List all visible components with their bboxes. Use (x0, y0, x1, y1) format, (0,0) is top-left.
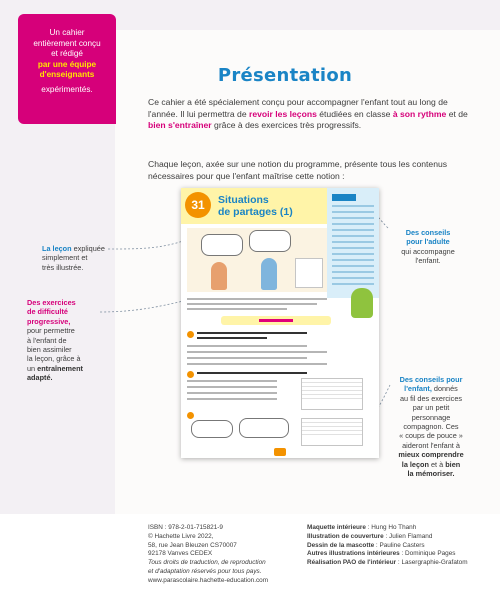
text-line (332, 259, 374, 261)
multiplication-table (301, 418, 363, 446)
callout-highlight: par une équipe (37, 59, 97, 69)
annotation-text: compagnon. Ces (403, 422, 459, 432)
annotation-text: très illustrée. (42, 262, 84, 272)
annotation-highlight: La leçon (42, 244, 72, 253)
text-line (187, 386, 277, 388)
sample-lesson-page (181, 188, 379, 458)
annotation-text: et à (428, 459, 446, 469)
advice-label (332, 194, 356, 201)
annotation-text: l'enfant. (415, 256, 441, 266)
credit-line (307, 559, 468, 568)
credit-line: © Hachette Livre 2022, (148, 532, 214, 540)
annotation-text: qui accompagne (401, 246, 455, 256)
intro-paragraph-2: Chaque leçon, axée sur une notion du programme, présente tous les contenus nécessaires pour que l'enfant maîtrise cette notion : (148, 159, 448, 181)
lesson-title (218, 194, 293, 218)
credit-line: et d'adaptation réservés pour tous pays. (148, 567, 262, 575)
lesson-number: 31 (185, 192, 211, 218)
annotation-highlight: Des conseils pour (399, 375, 463, 384)
text-line (197, 372, 307, 374)
text-line (332, 211, 374, 213)
credit-line: Tous droits de traduction, de reproduction (148, 559, 266, 567)
annotation-emphasis: la mémoriser. (407, 469, 455, 479)
exercise-marker (187, 412, 194, 419)
credit-person: : Lasergraphie-Grafatom (396, 559, 468, 567)
credits-contributors (307, 524, 468, 568)
speech-bubble (249, 230, 291, 252)
credit-role: Autres illustrations intérieures (307, 550, 400, 558)
text-line (187, 363, 327, 365)
multiplication-table (301, 378, 363, 410)
callout-line: Un cahier (49, 28, 85, 37)
text-line (332, 271, 374, 273)
text-line (332, 235, 374, 237)
annotation-highlight: l'enfant, (404, 384, 432, 394)
speech-bubble (239, 418, 289, 438)
credit-role: Maquette intérieure (307, 524, 366, 531)
intro-text: étudiées en classe (316, 108, 393, 119)
lesson-illustration (187, 228, 327, 292)
intro-text: Ce cahier a été spécialement conçu pour accompagner l'enfant tout au long de l'année. Il lui permettra de (148, 97, 448, 119)
credits-publisher (148, 524, 268, 586)
exercise-banner (221, 316, 331, 325)
annotation-text: au fil des exercices (399, 393, 463, 403)
annotation-emphasis: entraînement (37, 363, 83, 373)
credit-line: 92178 Vanves CEDEX (148, 550, 213, 558)
page-number (274, 448, 286, 456)
text-line (332, 241, 374, 243)
calc-box (295, 258, 323, 288)
credit-line (307, 542, 468, 551)
intro-paragraph-1 (148, 97, 478, 132)
credit-person: : Pauline Casters (374, 541, 425, 549)
annotation-text: personnage (411, 412, 451, 422)
text-line (332, 217, 374, 219)
annotation-highlight: pour l'adulte (406, 237, 450, 247)
credit-role: Illustration de couverture (307, 532, 384, 540)
intro-text: grâce à des exercices très progressifs. (211, 120, 362, 131)
child-figure (211, 262, 227, 290)
page-title: Présentation (217, 65, 353, 86)
intro-highlight: revoir les leçons (249, 108, 317, 119)
publisher-url[interactable]: www.parascolaire.hachette-education.com (148, 576, 269, 584)
text-line (187, 308, 287, 310)
credit-role: Réalisation PAO de l'intérieur (307, 559, 397, 567)
text-line (197, 332, 307, 334)
callout-line: entièrement conçu (33, 38, 101, 48)
annotation-text: donnés (431, 384, 458, 394)
annotation-exercises (27, 298, 105, 383)
annotation-lesson (42, 244, 112, 272)
credit-person: : Julien Flamand (383, 532, 433, 540)
text-line (187, 303, 317, 305)
annotation-highlight: progressive, (27, 316, 71, 326)
credit-line (307, 550, 468, 559)
annotation-text: un (27, 363, 38, 373)
annotation-text: à l'enfant de (27, 335, 67, 345)
annotation-adult (388, 228, 468, 266)
text-line (197, 337, 267, 339)
text-line (187, 351, 327, 353)
exercise-marker (187, 371, 194, 378)
text-line (332, 223, 374, 225)
speech-bubble (201, 234, 243, 256)
annotation-text: simplement et (42, 253, 88, 263)
callout-highlight: d'enseignants (39, 70, 95, 80)
credit-line: ISBN : 978-2-01-715821-9 (148, 524, 223, 531)
mascot-figure (351, 288, 373, 318)
text-line (332, 277, 374, 279)
annotation-text: bien assimiler (27, 345, 72, 355)
annotation-text: aideront l'enfant à (402, 440, 460, 450)
annotation-text: la leçon, grâce à (27, 354, 81, 364)
text-line (187, 298, 327, 300)
credit-line (307, 524, 468, 533)
credit-line: 58, rue Jean Bleuzen CS70007 (148, 541, 237, 549)
text-line (332, 229, 374, 231)
exercise-marker (187, 331, 194, 338)
intro-highlight: bien s'entraîner (148, 120, 212, 131)
lesson-title-line: de partages (1) (218, 206, 293, 218)
annotation-emphasis: bien (445, 459, 461, 469)
text-line (187, 392, 277, 394)
callout-line: expérimentés. (41, 84, 93, 94)
credit-person: : Dominique Pages (399, 550, 456, 558)
annotation-highlight: Des exercices (27, 298, 76, 307)
annotation-text: par un petit (412, 403, 450, 413)
annotation-highlight: de difficulté (27, 307, 68, 317)
credit-role: Dessin de la mascotte (307, 541, 375, 549)
speech-bubble (191, 420, 233, 438)
annotation-text: « coups de pouce » (399, 431, 463, 441)
annotation-emphasis: la leçon (401, 459, 429, 469)
text-line (332, 265, 374, 267)
callout-line: et rédigé (51, 49, 83, 59)
adult-advice-column (327, 188, 379, 298)
annotation-emphasis: adapté. (27, 373, 53, 383)
text-line (332, 205, 374, 207)
credit-line (307, 533, 468, 542)
credit-person: : Hung Ho Thanh (365, 524, 417, 531)
annotation-highlight: Des conseils (405, 228, 451, 237)
text-line (332, 247, 374, 249)
text-line (187, 357, 307, 359)
text-line (332, 253, 374, 255)
text-line (332, 283, 374, 285)
child-figure (261, 258, 277, 290)
text-line (187, 380, 277, 382)
annotation-text: pour permettre (27, 326, 75, 336)
intro-text: et de (446, 108, 468, 119)
annotation-child (386, 375, 476, 478)
annotation-text: expliquée (71, 244, 105, 253)
text-line (187, 345, 307, 347)
annotation-emphasis: mieux comprendre (398, 450, 464, 460)
lesson-title-line: Situations (218, 194, 269, 206)
authors-callout (18, 14, 116, 124)
text-line (187, 398, 277, 400)
intro-highlight: à son rythme (392, 108, 447, 119)
